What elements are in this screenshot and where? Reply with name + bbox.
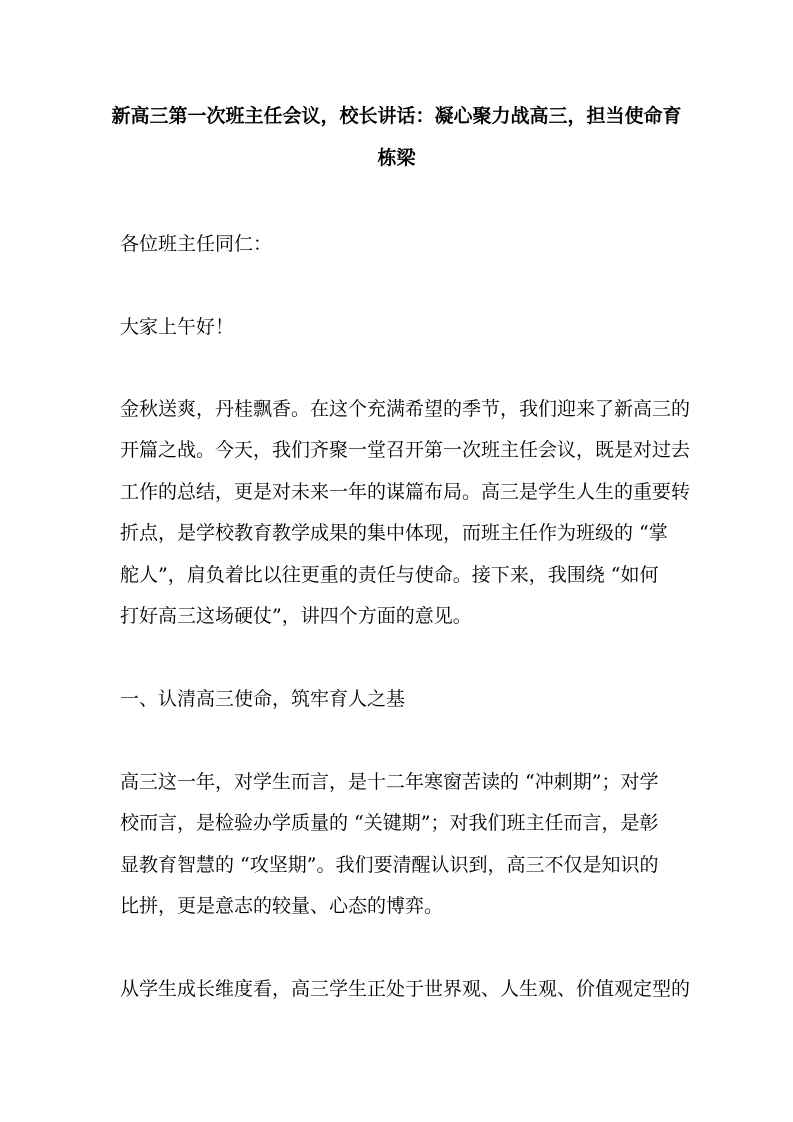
paragraph-line: 开篇之战。今天，我们齐聚一堂召开第一次班主任会议，既是对过去	[120, 439, 691, 461]
paragraph-line: 显教育智慧的 “攻坚期”。我们要清醒认识到，高三不仅是知识的	[120, 854, 659, 876]
paragraph-line: 校而言，是检验办学质量的 “关键期”；对我们班主任而言，是彰	[120, 812, 659, 834]
paragraph-line: 舵人”，肩负着比以往更重的责任与使命。接下来，我围绕 “如何	[120, 564, 659, 586]
paragraph-line: 比拼，更是意志的较量、心态的博弈。	[120, 895, 444, 917]
paragraph-line: 工作的总结，更是对未来一年的谋篇布局。高三是学生人生的重要转	[120, 481, 691, 503]
document-title-line-2: 栋梁	[377, 147, 416, 169]
paragraph-line: 折点，是学校教育教学成果的集中体现，而班主任作为班级的 “掌	[120, 522, 668, 544]
paragraph-line: 从学生成长维度看，高三学生正处于世界观、人生观、价值观定型的	[120, 978, 691, 1000]
paragraph-line: 金秋送爽，丹桂飘香。在这个充满希望的季节，我们迎来了新高三的	[120, 398, 691, 420]
paragraph-line: 高三这一年，对学生而言，是十二年寒窗苦读的 “冲刺期”；对学	[120, 771, 659, 793]
paragraph-line: 打好高三这场硬仗”，讲四个方面的意见。	[120, 605, 472, 627]
document-title-line-1: 新高三第一次班主任会议，校长讲话：凝心聚力战高三，担当使命育	[111, 105, 682, 127]
salutation: 各位班主任同仁：	[120, 233, 273, 255]
greeting: 大家上午好！	[120, 316, 235, 338]
section-heading-1: 一、认清高三使命，筑牢育人之基	[120, 688, 406, 710]
